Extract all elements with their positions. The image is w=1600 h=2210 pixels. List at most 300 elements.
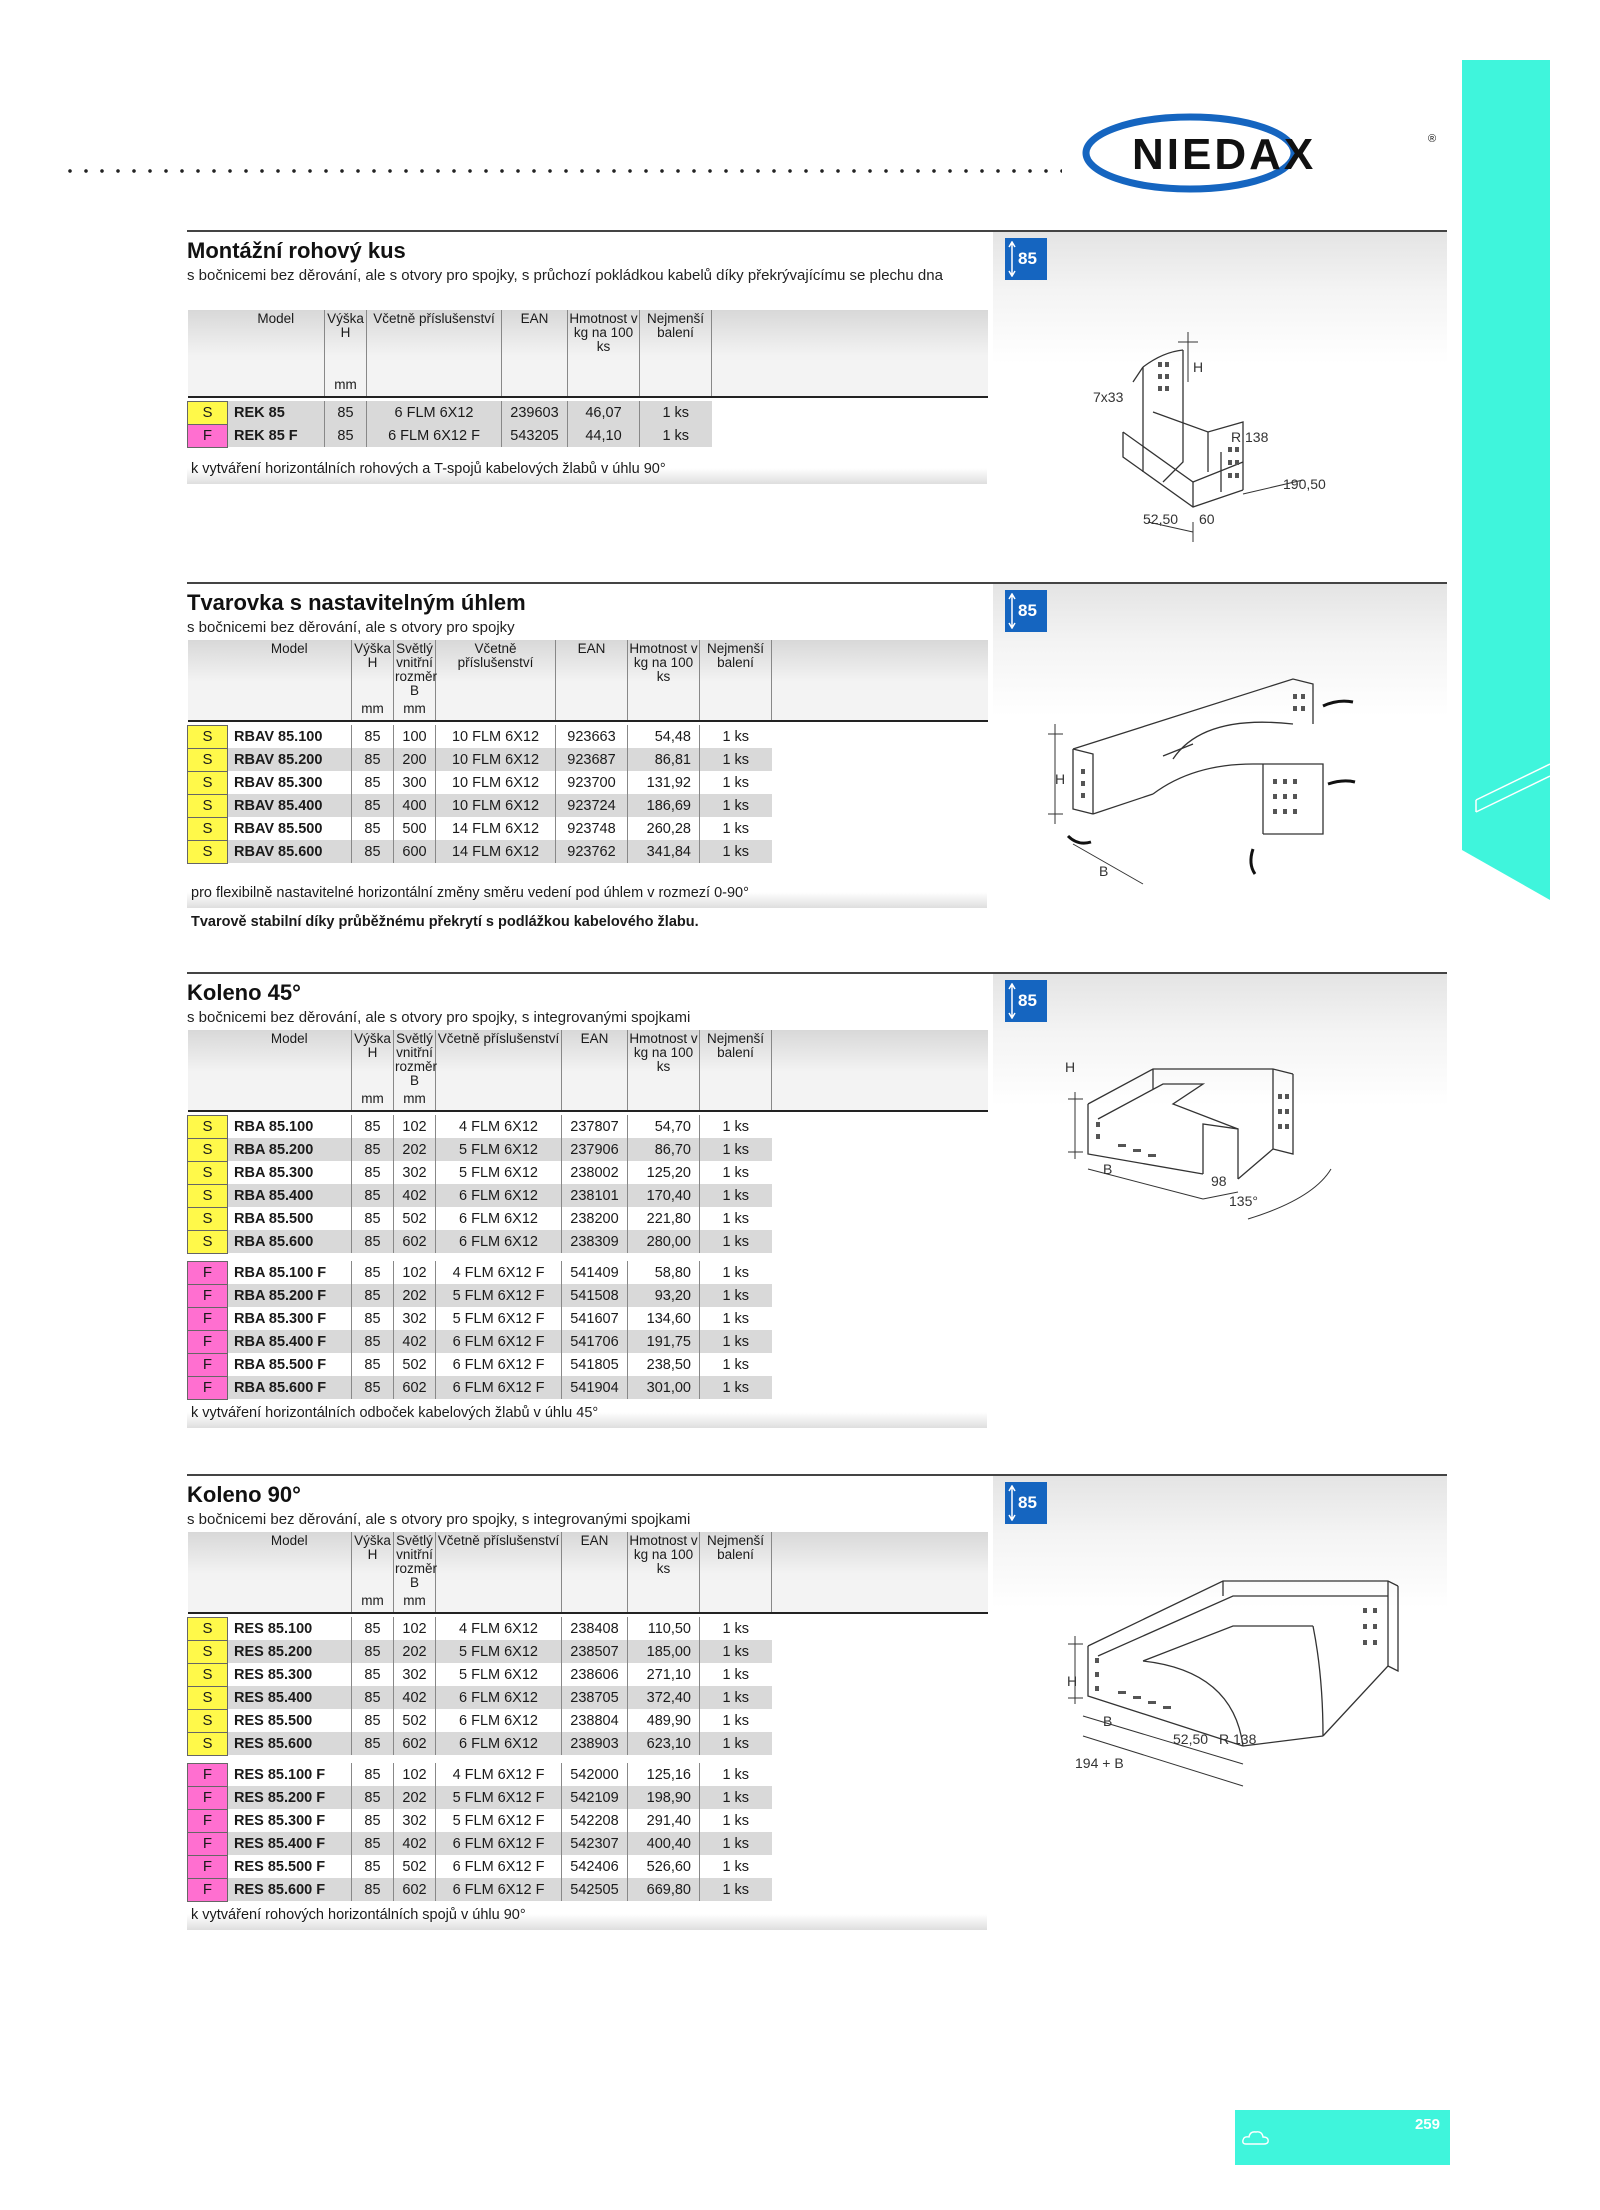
height-arrow-icon <box>1008 241 1016 277</box>
height-cell: 85 <box>352 817 394 840</box>
section-subtitle: s bočnicemi bez děrování, ale s otvory pro spojky, s průchozí pokládkou kabelů díky překrývajícímu se plechu dna <box>187 267 943 284</box>
weight-cell: 271,10 <box>628 1663 700 1686</box>
height-cell: 85 <box>352 1376 394 1399</box>
accessories-cell: 6 FLM 6X12 F <box>436 1832 562 1855</box>
type-cell: S <box>188 725 228 748</box>
height-cell: 85 <box>352 840 394 863</box>
height-cell: 85 <box>352 1161 394 1184</box>
page-number-tab <box>1235 2110 1450 2165</box>
table-row <box>188 1663 988 1686</box>
packaging-cell: 1 ks <box>700 1115 772 1138</box>
svg-text:135°: 135° <box>1229 1193 1258 1209</box>
weight-cell: 341,84 <box>628 840 700 863</box>
type-cell: F <box>188 1878 228 1901</box>
model-cell: RES 85.600 F <box>228 1878 352 1901</box>
ean-cell: 923663 <box>556 725 628 748</box>
packaging-cell: 1 ks <box>700 1617 772 1640</box>
accessories-cell: 6 FLM 6X12 F <box>436 1376 562 1399</box>
height-cell: 85 <box>352 1353 394 1376</box>
packaging-cell: 1 ks <box>700 1184 772 1207</box>
type-cell: S <box>188 1732 228 1755</box>
packaging-cell: 1 ks <box>700 1786 772 1809</box>
model-cell: RES 85.100 F <box>234 1766 326 1783</box>
packaging-cell: 1 ks <box>700 1663 772 1686</box>
packaging-cell: 1 ks <box>700 725 772 748</box>
width-cell: 600 <box>394 840 436 863</box>
ean-cell: 238200 <box>562 1207 628 1230</box>
ean-cell: 238804 <box>562 1709 628 1732</box>
height-cell: 85 <box>352 1686 394 1709</box>
width-cell: 302 <box>394 1161 436 1184</box>
dotted-rule <box>62 168 1062 174</box>
model-cell: RES 85.500 F <box>234 1858 326 1875</box>
weight-cell: 131,92 <box>628 771 700 794</box>
height-badge: 85 <box>1005 590 1047 632</box>
ean-cell: 542406 <box>562 1855 628 1878</box>
accessories-cell: 6 FLM 6X12 F <box>436 1330 562 1353</box>
brand-name: NIEDAX <box>1132 130 1317 179</box>
packaging-cell: 1 ks <box>700 1138 772 1161</box>
ean-cell: 238606 <box>562 1663 628 1686</box>
ean-cell: 541706 <box>562 1330 628 1353</box>
model-cell: RES 85.400 <box>228 1686 352 1709</box>
ean-cell: 542000 <box>562 1763 628 1786</box>
packaging-cell: 1 ks <box>700 1855 772 1878</box>
weight-cell: 186,69 <box>628 794 700 817</box>
packaging-cell: 1 ks <box>700 840 772 863</box>
width-cell: 102 <box>394 1763 436 1786</box>
accessories-cell: 6 FLM 6X12 <box>436 1230 562 1253</box>
weight-cell: 291,40 <box>628 1809 700 1832</box>
type-cell: S <box>188 748 228 771</box>
weight-cell: 301,00 <box>628 1376 700 1399</box>
table-row <box>188 748 988 771</box>
ean-cell: 923762 <box>556 840 628 863</box>
model-cell: RBA 85.600 F <box>228 1376 352 1399</box>
ean-cell: 238408 <box>562 1617 628 1640</box>
weight-cell: 54,70 <box>628 1115 700 1138</box>
page-number: 259 <box>1414 2116 1440 2133</box>
weight-cell: 125,20 <box>628 1161 700 1184</box>
section-note: k vytváření horizontálních odboček kabelových žlabů v úhlu 45° <box>187 1402 987 1428</box>
table-row <box>188 1786 988 1809</box>
model-cell: RBA 85.400 <box>228 1184 352 1207</box>
svg-text:B: B <box>1103 1161 1113 1177</box>
spec-table: Model Výška H Světlý vnitřní rozměr B Včetně příslušenství EAN Hmotnost v kg na 100 ks Nejmenší balení mm mm S RBAV 85.100 85 100 10 FLM 6X12 923663 54,48 1 ks S RBAV 85.200 85 200 10 FLM 6X12 923687 86,81 1 ks S RBAV 85.300 85 300 10 FLM 6X12 923700 131,92 1 ks S RBAV 85.400 85 400 10 FLM 6X12 923724 186,69 1 ks S RBAV 85.500 85 500 14 FLM 6X12 923748 260,28 1 ks S RBAV 85.600 85 600 14 FLM 6X12 923762 341,84 1 ks <box>187 640 988 864</box>
table-row <box>188 1230 988 1253</box>
section-subtitle: s bočnicemi bez děrování, ale s otvory pro spojky <box>187 619 515 636</box>
type-cell: S <box>188 1115 228 1138</box>
ean-cell: 541904 <box>562 1376 628 1399</box>
weight-cell: 526,60 <box>628 1855 700 1878</box>
product-drawing <box>993 974 1447 1304</box>
table-row <box>188 840 988 863</box>
product-drawing <box>993 1476 1447 1806</box>
ean-cell: 238903 <box>562 1732 628 1755</box>
table-row <box>188 771 988 794</box>
ean-cell: 238705 <box>562 1686 628 1709</box>
ean-cell: 923748 <box>556 817 628 840</box>
svg-text:B: B <box>1099 863 1109 879</box>
packaging-cell: 1 ks <box>700 1709 772 1732</box>
niedax-logo <box>1080 108 1445 198</box>
type-cell: F <box>188 1763 228 1786</box>
ean-cell: 923724 <box>556 794 628 817</box>
model-cell: RBA 85.100 F <box>234 1264 327 1281</box>
width-cell: 102 <box>394 1115 436 1138</box>
ean-cell: 542109 <box>562 1786 628 1809</box>
type-cell: F <box>188 1261 228 1284</box>
packaging-cell: 1 ks <box>700 1330 772 1353</box>
width-cell: 502 <box>394 1207 436 1230</box>
packaging-cell: 1 ks <box>700 794 772 817</box>
type-cell: S <box>188 1709 228 1732</box>
packaging-cell: 1 ks <box>700 1640 772 1663</box>
type-cell: F <box>188 1832 228 1855</box>
height-cell: 85 <box>352 1138 394 1161</box>
packaging-cell: 1 ks <box>700 1763 772 1786</box>
model-cell: RBA 85.200 <box>228 1138 352 1161</box>
packaging-cell: 1 ks <box>700 1376 772 1399</box>
model-cell: RES 85.100 <box>234 1620 313 1637</box>
accessories-cell: 5 FLM 6X12 <box>436 1663 562 1686</box>
accessories-cell: 10 FLM 6X12 <box>436 794 556 817</box>
width-cell: 202 <box>394 1284 436 1307</box>
height-cell: 85 <box>352 794 394 817</box>
packaging-cell: 1 ks <box>700 1207 772 1230</box>
weight-cell: 134,60 <box>628 1307 700 1330</box>
ean-cell: 237906 <box>562 1138 628 1161</box>
model-cell: RES 85.200 F <box>228 1786 352 1809</box>
type-header <box>188 310 228 376</box>
model-cell: RBA 85.200 F <box>228 1284 352 1307</box>
height-cell: 85 <box>352 1115 394 1138</box>
width-cell: 300 <box>394 771 436 794</box>
width-cell: 202 <box>394 1640 436 1663</box>
width-cell: 502 <box>394 1855 436 1878</box>
table-row <box>188 794 988 817</box>
packaging-cell: 1 ks <box>700 1161 772 1184</box>
accessories-cell: 5 FLM 6X12 F <box>436 1307 562 1330</box>
section-title: Koleno 45° <box>187 980 301 1005</box>
ean-cell: 541409 <box>562 1261 628 1284</box>
accessories-cell: 6 FLM 6X12 <box>436 1709 562 1732</box>
section-title: Koleno 90° <box>187 1482 301 1507</box>
table-row <box>188 1184 988 1207</box>
svg-text:98: 98 <box>1211 1173 1227 1189</box>
width-cell: 402 <box>394 1184 436 1207</box>
spec-table: Model Výška H Včetně příslušenství EAN Hmotnost v kg na 100 ks Nejmenší balení mm S REK 85 85 6 FLM 6X12 239603 46,07 1 ks F REK 85 F 85 6 FLM 6X12 F 543205 44,10 1 ks <box>187 310 988 448</box>
width-cell: 202 <box>394 1786 436 1809</box>
product-drawing <box>993 232 1447 562</box>
model-cell: RES 85.500 <box>234 1712 313 1729</box>
model-cell: RBA 85.500 F <box>234 1356 327 1373</box>
height-cell: 85 <box>352 1284 394 1307</box>
table-row <box>188 1878 988 1901</box>
svg-text:H: H <box>1065 1059 1076 1075</box>
width-cell: 502 <box>394 1709 436 1732</box>
accessories-cell: 10 FLM 6X12 <box>436 725 556 748</box>
ean-cell: 541607 <box>562 1307 628 1330</box>
section-note: k vytváření rohových horizontálních spojů v úhlu 90° <box>187 1904 987 1930</box>
weight-cell: 58,80 <box>628 1261 700 1284</box>
model-cell: RES 85.300 <box>234 1666 313 1683</box>
packaging-cell: 1 ks <box>700 1832 772 1855</box>
spec-table: Model Výška H Světlý vnitřní rozměr B Včetně příslušenství EAN Hmotnost v kg na 100 ks Nejmenší balení mm mm S RES 85.100 85 102 4 FLM 6X12 238408 110,50 1 ks S RES 85.200 85 202 5 FLM 6X12 238507 185,00 1 ks S RES 85.300 85 302 5 FLM 6X12 238606 271,10 1 ks S RES 85.400 85 402 6 FLM 6X12 238705 372,40 1 ks S RES 85.500 85 502 6 FLM 6X12 238804 489,90 1 ks S RES 85.600 85 602 6 FLM 6X12 238903 623,10 1 ks F RES 85.100 F 85 102 4 FLM 6X12 F 542000 125,16 1 ks F RES 85.200 F 85 202 5 FLM 6X12 F 542109 198,90 1 ks F RES 85.300 F 85 302 5 FLM 6X12 F 542208 291,40 1 ks F RES 85.400 F 85 402 6 FLM 6X12 F 542307 400,40 1 ks F RES 85.500 F 85 502 6 FLM 6X12 F 542406 526,60 1 ks F RES 85.600 F 85 602 6 FLM 6X12 F 542505 669,80 1 ks <box>187 1532 988 1902</box>
width-cell: 202 <box>394 1138 436 1161</box>
svg-text:R 138: R 138 <box>1219 1731 1257 1747</box>
width-cell: 502 <box>394 1353 436 1376</box>
height-cell: 85 <box>352 1230 394 1253</box>
weight-cell: 170,40 <box>628 1184 700 1207</box>
packaging-cell: 1 ks <box>700 817 772 840</box>
table-row <box>188 1732 988 1755</box>
height-cell: 85 <box>352 1617 394 1640</box>
svg-text:194 + B: 194 + B <box>1075 1755 1124 1771</box>
section-title: Tvarovka s nastavitelným úhlem <box>187 590 526 615</box>
model-cell: RES 85.200 <box>228 1640 352 1663</box>
accessories-cell: 5 FLM 6X12 <box>436 1138 562 1161</box>
chapter-tab <box>1462 60 1550 900</box>
type-cell: F <box>188 1353 228 1376</box>
section-rbav <box>187 582 1447 962</box>
height-badge: 85 <box>1005 238 1047 280</box>
accessories-cell: 5 FLM 6X12 F <box>436 1284 562 1307</box>
model-cell: RBAV 85.500 <box>234 820 323 837</box>
section-subtitle: s bočnicemi bez děrování, ale s otvory pro spojky, s integrovanými spojkami <box>187 1511 691 1528</box>
type-cell: S <box>188 771 228 794</box>
type-cell: S <box>188 1161 228 1184</box>
cloud-icon <box>1241 2126 1271 2148</box>
model-cell: RBAV 85.300 <box>234 774 323 791</box>
ean-cell: 541508 <box>562 1284 628 1307</box>
height-cell: 85 <box>352 1732 394 1755</box>
weight-cell: 221,80 <box>628 1207 700 1230</box>
table-row <box>188 1640 988 1663</box>
accessories-cell: 6 FLM 6X12 <box>436 1207 562 1230</box>
model-cell: RBA 85.500 <box>234 1210 314 1227</box>
weight-cell: 238,50 <box>628 1353 700 1376</box>
section-subtitle: s bočnicemi bez děrování, ale s otvory pro spojky, s integrovanými spojkami <box>187 1009 691 1026</box>
model-cell: RBA 85.400 F <box>228 1330 352 1353</box>
section-res <box>187 1474 1447 1944</box>
type-cell: F <box>188 1376 228 1399</box>
table-row <box>188 1284 988 1307</box>
table-row <box>188 1809 988 1832</box>
accessories-cell: 5 FLM 6X12 F <box>436 1786 562 1809</box>
ean-cell: 541805 <box>562 1353 628 1376</box>
type-cell: S <box>188 1663 228 1686</box>
width-cell: 302 <box>394 1307 436 1330</box>
table-row <box>188 1261 988 1284</box>
weight-cell: 86,81 <box>628 748 700 771</box>
model-cell: RBAV 85.600 <box>228 840 352 863</box>
accessories-cell: 6 FLM 6X12 <box>436 1184 562 1207</box>
svg-text:B: B <box>1103 1713 1113 1729</box>
table-row <box>188 1832 988 1855</box>
table-row <box>188 1617 988 1640</box>
weight-cell: 489,90 <box>628 1709 700 1732</box>
ean-cell: 542208 <box>562 1809 628 1832</box>
accessories-cell: 14 FLM 6X12 <box>436 817 556 840</box>
width-cell: 102 <box>394 1617 436 1640</box>
accessories-cell: 5 FLM 6X12 <box>436 1640 562 1663</box>
weight-cell: 198,90 <box>628 1786 700 1809</box>
width-cell: 400 <box>394 794 436 817</box>
accessories-cell: 10 FLM 6X12 <box>436 771 556 794</box>
height-cell: 85 <box>352 1809 394 1832</box>
type-cell: F <box>188 1809 228 1832</box>
table-row: S REK 85 85 6 FLM 6X12 239603 46,07 1 ks <box>188 401 988 424</box>
svg-text:H: H <box>1193 359 1204 375</box>
model-cell: RBAV 85.100 <box>234 728 323 745</box>
ean-cell: 238002 <box>562 1161 628 1184</box>
height-cell: 85 <box>352 1786 394 1809</box>
accessories-cell: 4 FLM 6X12 F <box>436 1261 562 1284</box>
width-cell: 100 <box>394 725 436 748</box>
type-cell: S <box>188 1138 228 1161</box>
packaging-cell: 1 ks <box>700 1686 772 1709</box>
spec-table: Model Výška H Světlý vnitřní rozměr B Včetně příslušenství EAN Hmotnost v kg na 100 ks Nejmenší balení mm mm S RBA 85.100 85 102 4 FLM 6X12 237807 54,70 1 ks S RBA 85.200 85 202 5 FLM 6X12 237906 86,70 1 ks S RBA 85.300 85 302 5 FLM 6X12 238002 125,20 1 ks S RBA 85.400 85 402 6 FLM 6X12 238101 170,40 1 ks S RBA 85.500 85 502 6 FLM 6X12 238200 221,80 1 ks S RBA 85.600 85 602 6 FLM 6X12 238309 280,00 1 ks F RBA 85.100 F 85 102 4 FLM 6X12 F 541409 58,80 1 ks F RBA 85.200 F 85 202 5 FLM 6X12 F 541508 93,20 1 ks F RBA 85.300 F 85 302 5 FLM 6X12 F 541607 134,60 1 ks F RBA 85.400 F 85 402 6 FLM 6X12 F 541706 191,75 1 ks F RBA 85.500 F 85 502 6 FLM 6X12 F 541805 238,50 1 ks F RBA 85.600 F 85 602 6 FLM 6X12 F 541904 301,00 1 ks <box>187 1030 988 1400</box>
height-arrow-icon <box>1008 983 1016 1019</box>
packaging-cell: 1 ks <box>700 771 772 794</box>
width-cell: 602 <box>394 1376 436 1399</box>
packaging-cell: 1 ks <box>700 1732 772 1755</box>
model-cell: RES 85.300 F <box>234 1812 326 1829</box>
ean-cell: 542505 <box>562 1878 628 1901</box>
weight-cell: 93,20 <box>628 1284 700 1307</box>
ean-cell: 237807 <box>562 1115 628 1138</box>
height-cell: 85 <box>352 1261 394 1284</box>
accessories-cell: 10 FLM 6X12 <box>436 748 556 771</box>
width-cell: 402 <box>394 1832 436 1855</box>
accessories-cell: 6 FLM 6X12 <box>436 1732 562 1755</box>
height-cell: 85 <box>352 1640 394 1663</box>
table-row <box>188 725 988 748</box>
weight-cell: 185,00 <box>628 1640 700 1663</box>
svg-text:190,50: 190,50 <box>1283 476 1326 492</box>
packaging-cell: 1 ks <box>700 1353 772 1376</box>
weight-cell: 669,80 <box>628 1878 700 1901</box>
height-cell: 85 <box>352 771 394 794</box>
section-note-bold: Tvarově stabilní díky průběžnému překrytí s podlážkou kabelového žlabu. <box>191 914 699 930</box>
weight-cell: 400,40 <box>628 1832 700 1855</box>
table-row <box>188 1207 988 1230</box>
type-cell: S <box>188 1184 228 1207</box>
table-row <box>188 1307 988 1330</box>
packaging-cell: 1 ks <box>700 1261 772 1284</box>
ean-cell: 542307 <box>562 1832 628 1855</box>
height-cell: 85 <box>352 1709 394 1732</box>
weight-cell: 260,28 <box>628 817 700 840</box>
type-cell: S <box>188 1686 228 1709</box>
packaging-cell: 1 ks <box>700 1284 772 1307</box>
model-cell: RBA 85.100 <box>234 1118 314 1135</box>
model-cell: RES 85.400 F <box>228 1832 352 1855</box>
model-cell: RBAV 85.200 <box>228 748 352 771</box>
type-cell: F <box>188 1307 228 1330</box>
width-cell: 602 <box>394 1230 436 1253</box>
type-cell: F <box>188 1786 228 1809</box>
height-cell: 85 <box>352 748 394 771</box>
section-title: Montážní rohový kus <box>187 238 406 263</box>
accessories-cell: 14 FLM 6X12 <box>436 840 556 863</box>
width-cell: 602 <box>394 1732 436 1755</box>
model-cell: RBAV 85.400 <box>228 794 352 817</box>
type-cell: F <box>188 1330 228 1353</box>
packaging-cell: 1 ks <box>700 1809 772 1832</box>
weight-cell: 86,70 <box>628 1138 700 1161</box>
table-row <box>188 1855 988 1878</box>
type-cell: F <box>188 1284 228 1307</box>
weight-cell: 125,16 <box>628 1763 700 1786</box>
svg-text:60: 60 <box>1199 511 1215 527</box>
table-row <box>188 1376 988 1399</box>
height-cell: 85 <box>352 1763 394 1786</box>
width-cell: 200 <box>394 748 436 771</box>
table-row <box>188 1138 988 1161</box>
table-row <box>188 1763 988 1786</box>
type-cell: S <box>188 1617 228 1640</box>
accessories-cell: 6 FLM 6X12 F <box>436 1855 562 1878</box>
table-row <box>188 1686 988 1709</box>
width-cell: 602 <box>394 1878 436 1901</box>
width-cell: 302 <box>394 1663 436 1686</box>
ean-cell: 923687 <box>556 748 628 771</box>
brand-reg: ® <box>1428 133 1437 145</box>
height-arrow-icon <box>1008 593 1016 629</box>
svg-text:52,50: 52,50 <box>1143 511 1179 527</box>
weight-cell: 110,50 <box>628 1617 700 1640</box>
height-cell: 85 <box>352 1307 394 1330</box>
type-cell: S <box>188 1207 228 1230</box>
accessories-cell: 4 FLM 6X12 <box>436 1115 562 1138</box>
table-row <box>188 1115 988 1138</box>
svg-text:R 138: R 138 <box>1231 429 1269 445</box>
type-cell: S <box>188 817 228 840</box>
type-cell: F <box>188 1855 228 1878</box>
weight-cell: 191,75 <box>628 1330 700 1353</box>
height-badge: 85 <box>1005 980 1047 1022</box>
height-arrow-icon <box>1008 1485 1016 1521</box>
height-cell: 85 <box>352 1663 394 1686</box>
height-badge: 85 <box>1005 1482 1047 1524</box>
width-cell: 102 <box>394 1261 436 1284</box>
table-row <box>188 817 988 840</box>
height-cell: 85 <box>352 1832 394 1855</box>
height-cell: 85 <box>352 1855 394 1878</box>
height-cell: 85 <box>352 725 394 748</box>
model-cell: RBA 85.300 <box>234 1164 314 1181</box>
weight-cell: 280,00 <box>628 1230 700 1253</box>
weight-cell: 54,48 <box>628 725 700 748</box>
width-cell: 402 <box>394 1686 436 1709</box>
ean-cell: 923700 <box>556 771 628 794</box>
section-rba <box>187 972 1447 1442</box>
accessories-cell: 6 FLM 6X12 F <box>436 1353 562 1376</box>
accessories-cell: 5 FLM 6X12 <box>436 1161 562 1184</box>
ean-cell: 238309 <box>562 1230 628 1253</box>
table-row: F REK 85 F 85 6 FLM 6X12 F 543205 44,10 1 ks <box>188 424 988 447</box>
packaging-cell: 1 ks <box>700 748 772 771</box>
height-cell: 85 <box>352 1878 394 1901</box>
svg-text:7x33: 7x33 <box>1093 389 1124 405</box>
accessories-cell: 4 FLM 6X12 <box>436 1617 562 1640</box>
svg-text:52,50: 52,50 <box>1173 1731 1209 1747</box>
table-row <box>188 1353 988 1376</box>
height-cell: 85 <box>352 1184 394 1207</box>
packaging-cell: 1 ks <box>700 1878 772 1901</box>
